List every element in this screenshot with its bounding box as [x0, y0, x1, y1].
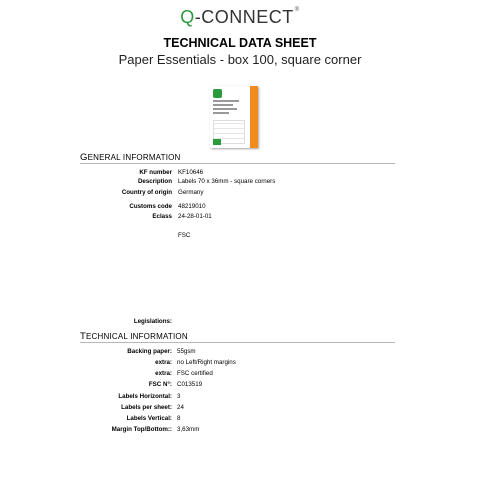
technical-heading-rule [80, 342, 395, 343]
row-key: Customs code [129, 203, 172, 210]
row-key: Labels Vertical: [126, 415, 172, 422]
technical-row [0, 426, 480, 434]
row-value: Labels 70 x 36mm - square corners [178, 178, 276, 185]
row-key: extra: [155, 370, 172, 377]
row-key: KF number [139, 169, 172, 176]
legislations-label: Legislations: [133, 318, 172, 325]
technical-row [0, 415, 480, 423]
product-image-text-lines [213, 100, 243, 116]
technical-row [0, 393, 480, 401]
brand-logo [0, 7, 480, 28]
row-key: Labels per sheet: [121, 404, 172, 411]
general-row-description [0, 178, 480, 186]
row-key: Description [137, 178, 172, 185]
brand-logo-q: Q [180, 7, 195, 27]
row-value: no Left/Right margins [177, 359, 236, 366]
row-value: C013519 [177, 381, 203, 388]
row-value: Germany [178, 189, 204, 196]
technical-heading-cap: T [80, 331, 87, 342]
row-value: 3 [177, 393, 181, 400]
general-row-customs-code [0, 203, 480, 211]
row-key: extra: [155, 359, 172, 366]
technical-row [0, 359, 480, 367]
general-heading-rule [80, 163, 395, 164]
page-title: TECHNICAL DATA SHEET [163, 36, 317, 50]
general-heading-cap: G [80, 152, 88, 163]
product-image-brand-badge [213, 89, 222, 98]
row-key: FSC N°: [148, 381, 172, 388]
brand-logo-text: -CONNECT [194, 7, 294, 27]
row-key: Country of origin [121, 189, 172, 196]
row-value: 24-28-01-01 [178, 213, 212, 220]
row-value: 24 [177, 404, 184, 411]
row-key: Labels Horizontal: [118, 393, 172, 400]
row-key: Margin Top/Bottom:: [111, 426, 172, 433]
brand-registered-mark: ® [294, 7, 300, 13]
page-subtitle: Paper Essentials - box 100, square corner [118, 52, 362, 67]
product-image-orange-band [250, 86, 258, 148]
general-row-kf-number [0, 169, 480, 177]
general-row-eclass [0, 213, 480, 221]
general-row-country [0, 189, 480, 197]
product-image [210, 86, 258, 148]
technical-row [0, 348, 480, 356]
technical-row [0, 404, 480, 412]
row-value: 8 [177, 415, 181, 422]
general-heading-rest: ENERAL INFORMATION [87, 153, 181, 162]
fsc-text: FSC [178, 232, 191, 239]
row-value: 55gsm [177, 348, 196, 355]
row-key: Eclass [152, 213, 172, 220]
row-value: 3,63mm [177, 426, 200, 433]
row-value: 48219010 [178, 203, 206, 210]
technical-heading-rest: ECHNICAL INFORMATION [86, 332, 188, 341]
row-value: FSC certified [177, 370, 213, 377]
technical-row [0, 370, 480, 378]
technical-row [0, 381, 480, 389]
product-image-green-tab [213, 139, 221, 145]
row-key: Backing paper: [127, 348, 172, 355]
general-information-heading [80, 152, 181, 163]
technical-information-heading [80, 331, 188, 342]
row-value: KF10646 [178, 169, 204, 176]
